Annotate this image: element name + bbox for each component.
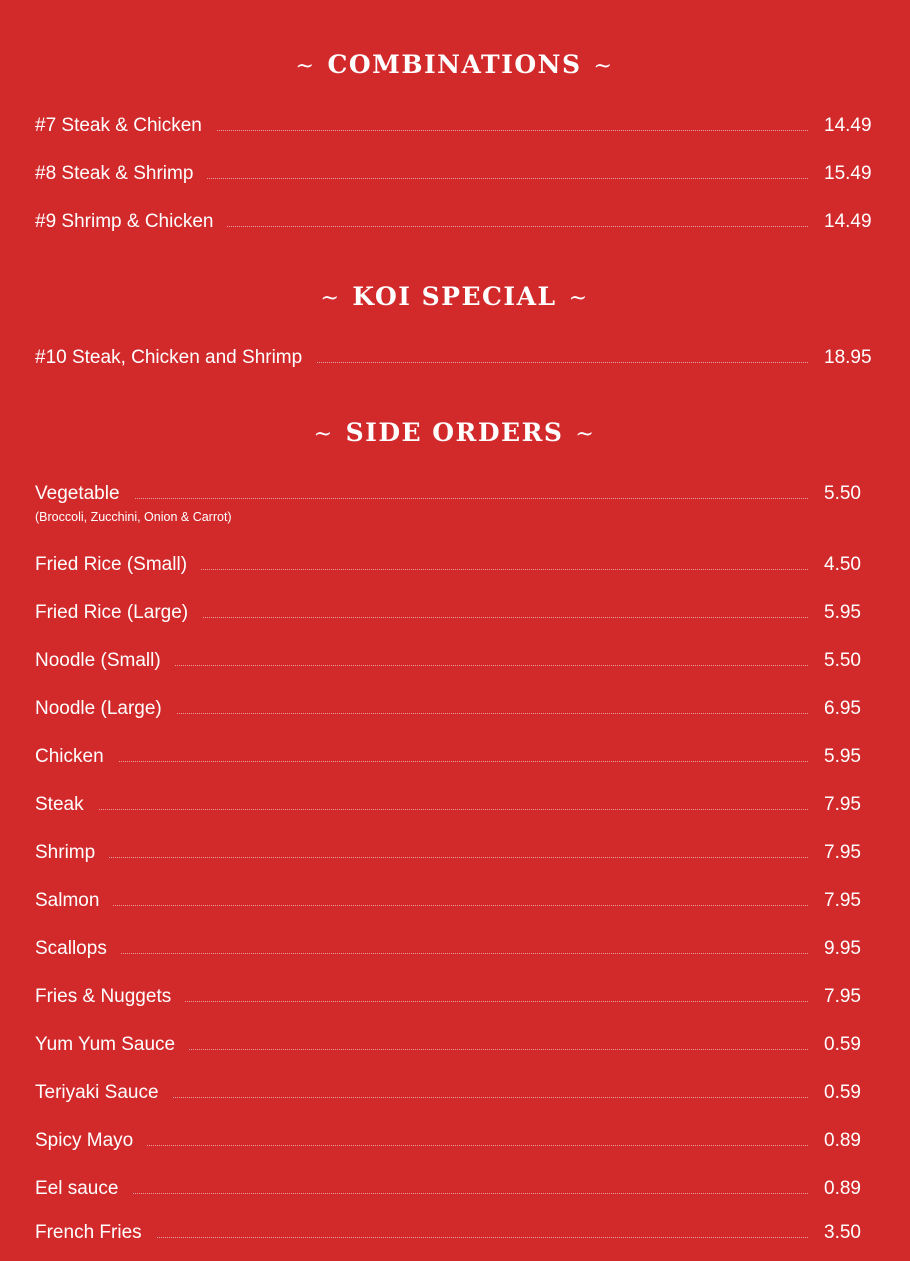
tilde-right: ~ <box>593 54 614 79</box>
item-name: Vegetable <box>35 482 134 506</box>
item-name: Spicy Mayo <box>35 1129 147 1153</box>
dot-leader <box>35 953 808 954</box>
section-title-combinations <box>35 50 874 79</box>
item-name: #7 Steak & Chicken <box>35 114 216 138</box>
menu-item <box>35 985 874 1025</box>
item-name: Teriyaki Sauce <box>35 1081 173 1105</box>
item-price: 7.95 <box>824 794 861 815</box>
item-price: 5.50 <box>824 650 861 671</box>
item-description: (Broccoli, Zucchini, Onion & Carrot) <box>35 510 232 524</box>
dot-leader <box>35 1145 808 1146</box>
dot-leader <box>35 1193 808 1194</box>
menu-item <box>35 745 874 785</box>
menu-item <box>35 649 874 689</box>
item-price: 0.89 <box>824 1130 861 1151</box>
item-name: Noodle (Large) <box>35 697 176 721</box>
item-name: French Fries <box>35 1221 156 1245</box>
menu-item <box>35 1129 874 1169</box>
tilde-left: ~ <box>313 422 334 447</box>
item-price: 7.95 <box>824 842 861 863</box>
dot-leader <box>35 761 808 762</box>
item-price: 15.49 <box>824 163 872 184</box>
menu-item <box>35 1221 874 1261</box>
item-name: Yum Yum Sauce <box>35 1033 189 1057</box>
dot-leader <box>35 809 808 810</box>
item-price: 7.95 <box>824 890 861 911</box>
item-price: 14.49 <box>824 211 872 232</box>
section-title-koi-special <box>35 282 874 311</box>
item-name: Scallops <box>35 937 121 961</box>
item-price: 4.50 <box>824 554 861 575</box>
item-name: Shrimp <box>35 841 109 865</box>
menu-item <box>35 210 874 250</box>
item-price: 14.49 <box>824 115 872 136</box>
menu-item <box>35 1177 874 1217</box>
item-name: #8 Steak & Shrimp <box>35 162 207 186</box>
item-name: #10 Steak, Chicken and Shrimp <box>35 346 316 370</box>
menu-item <box>35 841 874 881</box>
item-price: 0.89 <box>824 1178 861 1199</box>
item-price: 3.50 <box>824 1222 861 1243</box>
section-heading: KOI SPECIAL <box>352 282 557 311</box>
tilde-right: ~ <box>575 422 596 447</box>
section-title-side-orders <box>35 418 874 447</box>
item-price: 5.50 <box>824 483 861 504</box>
tilde-left: ~ <box>320 286 341 311</box>
menu-item <box>35 697 874 737</box>
tilde-right: ~ <box>568 286 589 311</box>
menu-item <box>35 1081 874 1121</box>
menu-item <box>35 482 874 522</box>
item-price: 6.95 <box>824 698 861 719</box>
menu-item <box>35 937 874 977</box>
menu-item <box>35 793 874 833</box>
item-name: Fries & Nuggets <box>35 985 185 1009</box>
section-heading: SIDE ORDERS <box>345 418 564 447</box>
item-name: Fried Rice (Small) <box>35 553 201 577</box>
item-price: 18.95 <box>824 347 872 368</box>
item-price: 9.95 <box>824 938 861 959</box>
item-name: #9 Shrimp & Chicken <box>35 210 227 234</box>
menu-item <box>35 553 874 593</box>
item-name: Noodle (Small) <box>35 649 175 673</box>
item-price: 5.95 <box>824 746 861 767</box>
item-name: Eel sauce <box>35 1177 132 1201</box>
item-name: Steak <box>35 793 98 817</box>
item-price: 7.95 <box>824 986 861 1007</box>
dot-leader <box>35 498 808 499</box>
item-name: Salmon <box>35 889 113 913</box>
section-heading: COMBINATIONS <box>327 50 582 79</box>
dot-leader <box>35 905 808 906</box>
menu-item <box>35 162 874 202</box>
menu-item <box>35 601 874 641</box>
item-name: Fried Rice (Large) <box>35 601 202 625</box>
menu-item <box>35 346 874 386</box>
item-price: 0.59 <box>824 1034 861 1055</box>
item-name: Chicken <box>35 745 118 769</box>
menu-item <box>35 889 874 929</box>
menu-item <box>35 114 874 154</box>
item-price: 5.95 <box>824 602 861 623</box>
item-price: 0.59 <box>824 1082 861 1103</box>
menu-item <box>35 1033 874 1073</box>
dot-leader <box>35 857 808 858</box>
tilde-left: ~ <box>295 54 316 79</box>
